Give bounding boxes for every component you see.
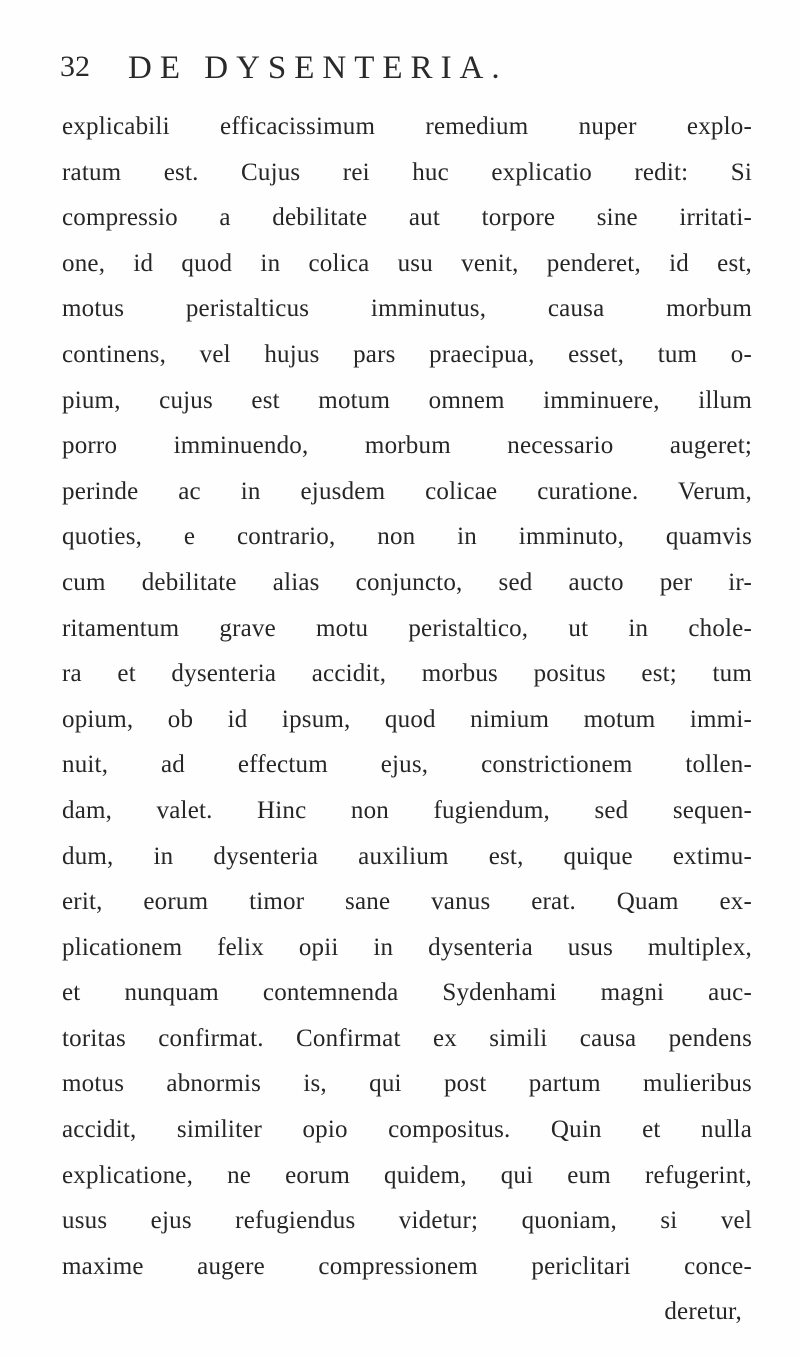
text-line: plicationem felix opii in dysenteria usus multiplex, [62, 933, 752, 961]
text-line: ratum est. Cujus rei huc explicatio redit: Si [62, 158, 752, 186]
catchword: deretur, [664, 1298, 742, 1326]
text-line: accidit, similiter opio compositus. Quin et nulla [62, 1116, 752, 1144]
text-line: ra et dysenteria accidit, morbus positus est; tum [62, 660, 752, 688]
running-title: DE DYSENTERIA. [128, 50, 508, 86]
text-line: pium, cujus est motum omnem imminuere, illum [62, 386, 752, 414]
text-line: explicabili efficacissimum remedium nuper explo- [62, 113, 752, 140]
text-line: compressio a debilitate aut torpore sine irritati- [62, 204, 752, 232]
text-line: et nunquam contemnenda Sydenhami magni auc- [62, 979, 752, 1007]
text-line: explicatione, ne eorum quidem, qui eum refugerint, [62, 1161, 752, 1189]
text-line: nuit, ad effectum ejus, constrictionem tollen- [62, 751, 752, 779]
text-line: erit, eorum timor sane vanus erat. Quam ex- [62, 888, 752, 916]
text-line: toritas confirmat. Confirmat ex simili causa pendens [62, 1024, 752, 1052]
text-line: motus peristalticus imminutus, causa morbum [62, 295, 752, 323]
page-number: 32 [60, 50, 90, 83]
page-header [60, 50, 750, 100]
text-line: one, id quod in colica usu venit, penderet, id est, [62, 249, 752, 277]
text-line: maxime augere compressionem periclitari conce- [62, 1252, 752, 1280]
text-line: continens, vel hujus pars praecipua, esset, tum o- [62, 340, 752, 368]
text-line: motus abnormis is, qui post partum mulieribus [62, 1070, 752, 1098]
text-line: cum debilitate alias conjuncto, sed aucto per ir- [62, 568, 752, 596]
text-line: porro imminuendo, morbum necessario augeret; [62, 432, 752, 460]
text-line: perinde ac in ejusdem colicae curatione. Verum, [62, 477, 752, 505]
text-line: ritamentum grave motu peristaltico, ut in chole- [62, 614, 752, 642]
body-text [62, 104, 752, 1335]
text-line: quoties, e contrario, non in imminuto, quamvis [62, 523, 752, 551]
text-line: opium, ob id ipsum, quod nimium motum immi- [62, 705, 752, 733]
text-line: usus ejus refugiendus videtur; quoniam, si vel [62, 1207, 752, 1235]
text-line: dum, in dysenteria auxilium est, quique extimu- [62, 842, 752, 870]
text-line: dam, valet. Hinc non fugiendum, sed sequen- [62, 796, 752, 824]
